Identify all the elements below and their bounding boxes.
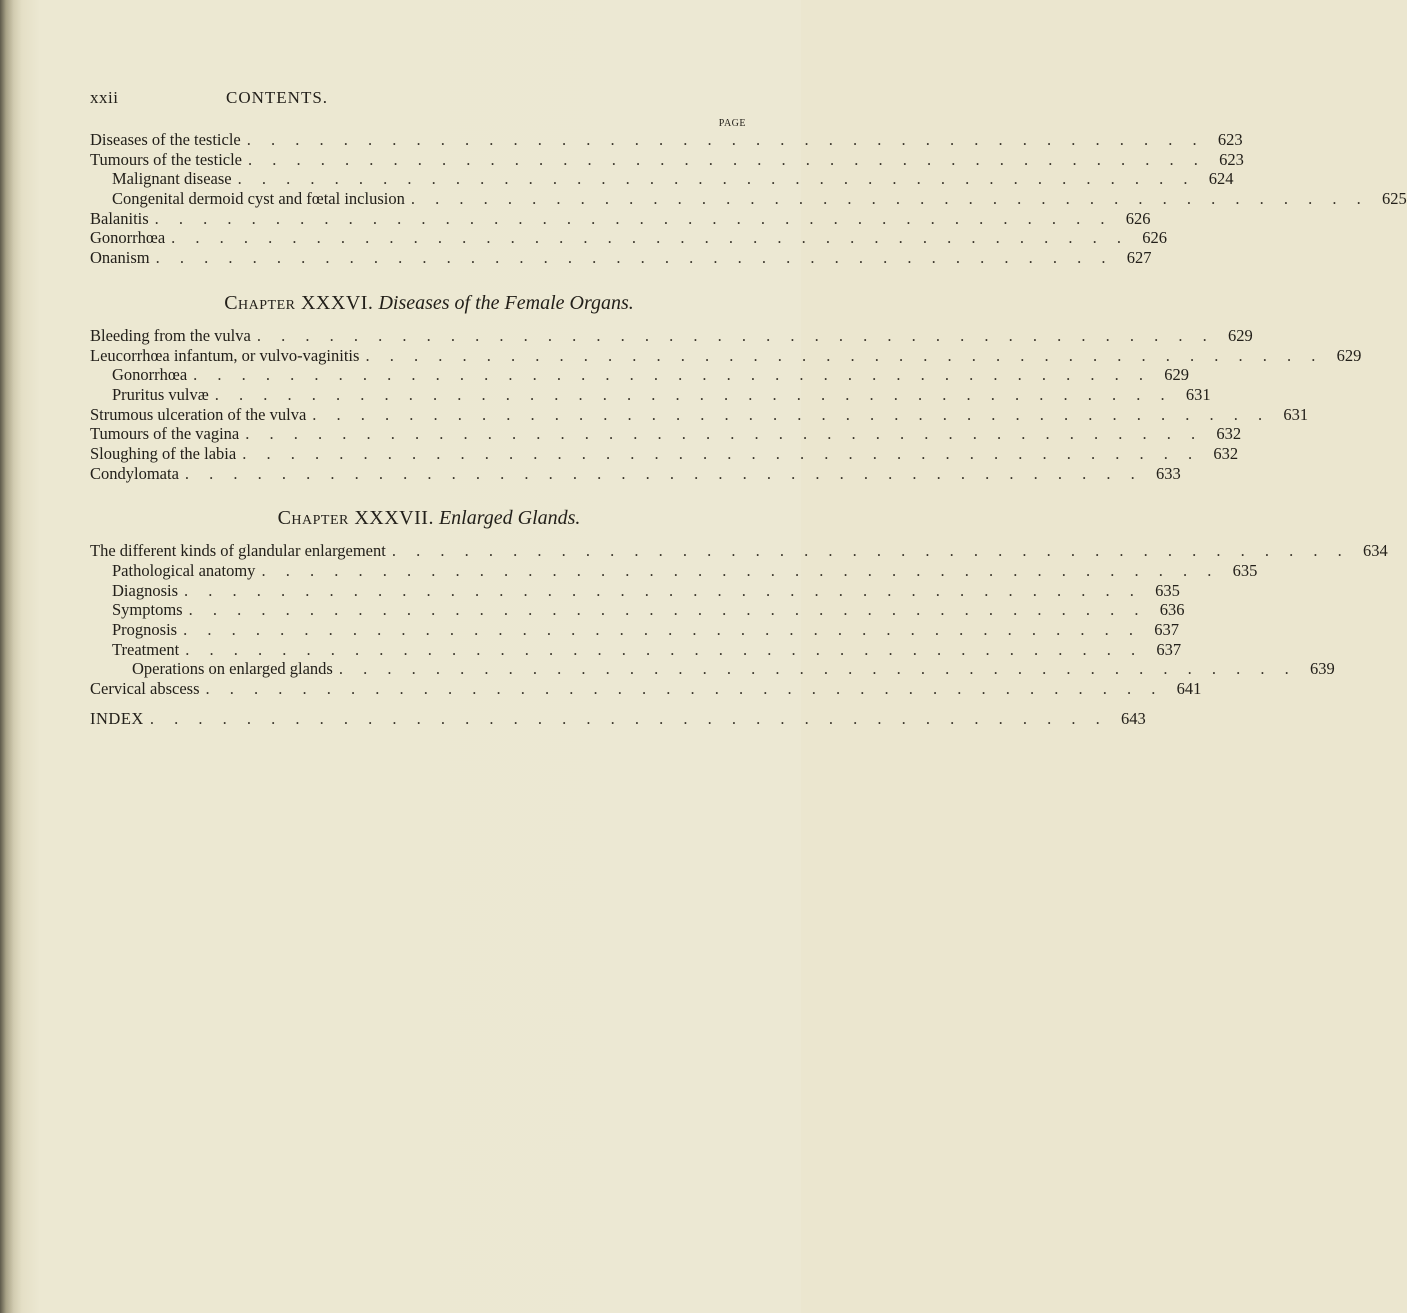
toc-entry [90,600,1185,620]
entry-page-number: 631 [1283,404,1309,424]
toc-entry [90,620,1179,640]
leader-dots: . . . . . . . . . . . . . . . . . . . . . . . . . . . . . . . . . . . . . . . . [261,561,1220,580]
entry-label: Congenital dermoid cyst and fœtal inclusion [112,189,405,209]
toc-entry [90,248,1152,268]
page-header [90,84,748,108]
entry-label: Prognosis [112,620,178,640]
entry-page-number: 624 [1208,169,1234,189]
entry-page-number: 632 [1213,443,1239,463]
leader-dots: . . . . . . . . . . . . . . . . . . . . . . . . . . . . . . . . . . . . . . . . [185,639,1144,659]
entries-section-c [90,541,1388,699]
entry-label: Leucorrhœa infantum, or vulvo-vaginitis [90,345,360,365]
entry-label: INDEX [90,708,144,728]
leader-dots: . . . . . . . . . . . . . . . . . . . . . . . . . . . . . . . . . . . . . . . . [410,189,1369,209]
entry-label: Operations on enlarged glands [132,659,333,679]
toc-entry [90,541,1388,561]
leader-dots: . . . . . . . . . . . . . . . . . . . . . . . . . . . . . . . . . . . . . . . . [242,443,1201,463]
toc-entry [90,679,1202,699]
leader-dots: . . . . . . . . . . . . . . . . . . . . . . . . . . . . . . . . . . . . . . . . [248,149,1206,169]
entry-page-number: 639 [1309,659,1335,679]
entry-page-number: 633 [1156,463,1181,483]
chapter-subject: Diseases of the Female Organs. [378,291,634,314]
entry-page-number: 641 [1176,679,1202,699]
leader-dots: . . . . . . . . . . . . . . . . . . . . . . . . . . . . . . . . . . . . . . . . [183,620,1141,640]
index-entry [90,708,1146,729]
leader-dots: . . . . . . . . . . . . . . . . . . . . . . . . . . . . . . . . . . . . . . . . [188,600,1147,620]
toc-entry [90,325,1253,346]
entry-label: Bleeding from the vulva [90,325,251,345]
leader-dots: . . . . . . . . . . . . . . . . . . . . . . . . . . . . . . . . . . . . . . . . [155,248,1114,268]
entry-label: Pathological anatomy [112,561,256,580]
entry-page-number: 636 [1159,600,1185,620]
entry-page-number: 627 [1126,248,1152,268]
leader-dots: . . . . . . . . . . . . . . . . . . . . . . . . . . . . . . . . . . . . . . . . [338,659,1297,679]
entry-page-number: 629 [1227,325,1253,345]
toc-entry [90,443,1239,464]
page-column-label: PAGE [718,118,746,129]
entry-label: Gonorrhœa [90,228,166,248]
entry-page-number: 623 [1217,130,1243,149]
entry-page-number: 631 [1185,384,1211,404]
entry-label: Gonorrhœa [112,365,188,385]
page-title: CONTENTS. [226,88,329,107]
entry-label: Diseases of the testicle [90,130,241,149]
entry-page-number: 626 [1125,208,1151,228]
leader-dots: . . . . . . . . . . . . . . . . . . . . . . . . . . . . . . . . . . . . . . . . [312,404,1271,424]
leader-dots: . . . . . . . . . . . . . . . . . . . . . . . . . . . . . . . . . . . . . . . . [256,325,1215,345]
page-number: xxii [90,88,119,107]
toc-entry [90,345,1362,366]
leader-dots: . . . . . . . . . . . . . . . . . . . . . . . . . . . . . . . . . . . . . . . . [245,424,1204,444]
entries-section-a [90,130,1407,268]
toc-entry [90,404,1309,425]
toc-entry [90,169,1234,189]
toc-entry [90,424,1242,444]
toc-entry [90,189,1407,209]
entry-label: The different kinds of glandular enlargement [90,541,386,561]
entry-label: Tumours of the testicle [90,149,243,169]
entry-label: Tumours of the vagina [90,424,240,444]
leader-dots: . . . . . . . . . . . . . . . . . . . . . . . . . . . . . . . . . . . . . . . . [149,708,1108,728]
entry-label: Condylomata [90,463,179,483]
entry-page-number: 632 [1216,424,1242,444]
toc-entry [90,208,1151,229]
leader-dots: . . . . . . . . . . . . . . . . . . . . . . . . . . . . . . . . . . . . . . . . [237,169,1196,189]
entry-page-number: 635 [1155,580,1180,600]
entry-page-number: 626 [1142,228,1168,248]
chapter-heading-37 [90,501,748,535]
toc-entry [90,228,1168,248]
toc-entry [90,149,1244,170]
leader-dots: . . . . . . . . . . . . . . . . . . . . . . . . . . . . . . . . . . . . . . . . [205,679,1164,699]
contents-page [90,84,1407,729]
chapter-number: Chapter XXXVII. [277,507,434,530]
entry-label: Strumous ulceration of the vulva [90,404,307,424]
chapter-number: Chapter XXXVI. [224,291,374,314]
leader-dots: . . . . . . . . . . . . . . . . . . . . . . . . . . . . . . . . . . . . . . . . [154,208,1113,228]
entry-page-number: 625 [1381,189,1407,209]
entries-section-b [90,325,1362,484]
entry-page-number: 635 [1232,561,1258,580]
entry-page-number: 623 [1219,149,1244,169]
toc-entry [90,365,1190,385]
entry-label: Diagnosis [112,580,178,600]
entry-label: Pruritus vulvæ [112,384,209,404]
toc-entry [90,463,1181,484]
chapter-subject: Enlarged Glands. [438,507,581,530]
entry-label: Balanitis [90,208,149,228]
entry-page-number: 643 [1120,708,1146,728]
entry-page-number: 637 [1154,620,1179,640]
entry-label: Treatment [112,639,180,659]
toc-entry [90,561,1258,581]
leader-dots: . . . . . . . . . . . . . . . . . . . . . . . . . . . . . . . . . . . . . . . . [171,228,1130,248]
entry-label: Malignant disease [112,169,232,189]
toc-entry [90,384,1211,405]
leader-dots: . . . . . . . . . . . . . . . . . . . . . . . . . . . . . . . . . . . . . . . . [365,345,1324,365]
chapter-heading-36 [90,286,748,320]
page-binding-edge [0,0,14,1313]
entry-page-number: 637 [1156,639,1182,659]
leader-dots: . . . . . . . . . . . . . . . . . . . . . . . . . . . . . . . . . . . . . . . . [184,463,1143,483]
toc-entry [90,659,1335,679]
entry-label: Symptoms [112,600,183,620]
leader-dots: . . . . . . . . . . . . . . . . . . . . . . . . . . . . . . . . . . . . . . . . [214,384,1173,404]
leader-dots: . . . . . . . . . . . . . . . . . . . . . . . . . . . . . . . . . . . . . . . . [193,365,1152,385]
toc-entry [90,130,1243,150]
entry-label: Onanism [90,248,150,268]
entry-page-number: 634 [1362,541,1388,561]
entry-label: Cervical abscess [90,679,200,699]
leader-dots: . . . . . . . . . . . . . . . . . . . . . . . . . . . . . . . . . . . . . . . . [184,580,1142,600]
entry-page-number: 629 [1336,345,1362,365]
leader-dots: . . . . . . . . . . . . . . . . . . . . . . . . . . . . . . . . . . . . . . . . [246,130,1205,149]
toc-entry [90,580,1180,601]
entry-label: Sloughing of the labia [90,443,237,463]
leader-dots: . . . . . . . . . . . . . . . . . . . . . . . . . . . . . . . . . . . . . . . . [391,541,1350,561]
entry-page-number: 629 [1164,365,1190,385]
toc-entry [90,639,1182,660]
